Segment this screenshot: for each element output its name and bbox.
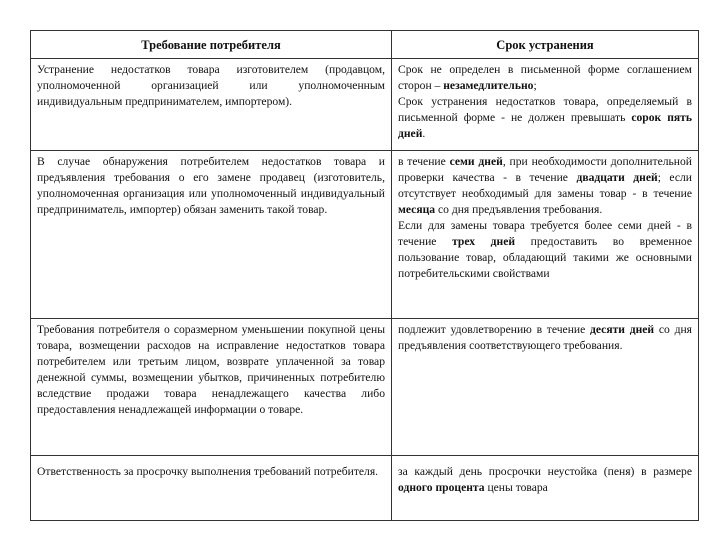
deadline-text: в течение bbox=[398, 155, 450, 168]
requirements-table-container bbox=[30, 30, 698, 521]
deadline-text: со дня предъявления соответствующего требования. bbox=[398, 323, 692, 352]
deadline-bold: месяца bbox=[398, 203, 436, 216]
header-requirement: Требование потребителя bbox=[31, 31, 392, 59]
deadline-text: Срок устранения недостатков товара, определяемый в письменной форме - не должен превышать bbox=[398, 95, 692, 124]
deadline-text: ; если отсутствует необходимый для замены товар - в течение bbox=[398, 171, 692, 200]
requirements-table bbox=[30, 30, 699, 521]
requirement-cell: Устранение недостатков товара изготовителем (продавцом, уполномоченной организацией или уполномоченным индивидуальным предпринимателем, импортером). bbox=[31, 59, 392, 151]
deadline-cell bbox=[392, 456, 699, 521]
deadline-bold: сорок пять дней bbox=[398, 111, 692, 140]
deadline-cell bbox=[392, 151, 699, 319]
deadline-cell bbox=[392, 319, 699, 456]
deadline-text: ; bbox=[533, 79, 537, 92]
deadline-text: подлежит удовлетворению в течение bbox=[398, 323, 591, 336]
requirement-cell: Ответственность за просрочку выполнения требований потребителя. bbox=[31, 456, 392, 521]
table-header-row bbox=[31, 31, 699, 59]
deadline-bold: трех дней bbox=[452, 235, 516, 248]
deadline-bold: незамедлительно bbox=[443, 79, 534, 92]
requirement-cell: В случае обнаружения потребителем недостатков товара и предъявления требования о его замене продавец (изготовитель, уполномоченная организация или уполномоченный индивидуальный предприниматель, импортер) обязан заменить такой товар. bbox=[31, 151, 392, 319]
table-row bbox=[31, 456, 699, 521]
deadline-text: со дня предъявления требования. bbox=[435, 203, 603, 216]
deadline-text: предоставить во временное пользование товар, обладающий такими же основными потребительскими свойствами bbox=[398, 235, 693, 280]
deadline-text: за каждый день просрочки неустойка (пеня) в размере bbox=[398, 465, 692, 478]
deadline-text: , при необходимости дополнительной проверки качества - в течение bbox=[398, 155, 692, 184]
table-row bbox=[31, 319, 699, 456]
deadline-bold: десяти дней bbox=[590, 323, 655, 336]
deadline-bold: двадцати дней bbox=[576, 171, 658, 184]
deadline-cell bbox=[392, 59, 699, 151]
deadline-text: Если для замены товара требуется более семи дней - в течение bbox=[398, 219, 692, 248]
deadline-bold: семи дней bbox=[449, 155, 503, 168]
header-deadline: Срок устранения bbox=[392, 31, 699, 59]
deadline-text: Срок не определен в письменной форме соглашением сторон – bbox=[398, 63, 692, 92]
table-row bbox=[31, 59, 699, 151]
deadline-text: цены товара bbox=[484, 481, 548, 494]
deadline-bold: одного процента bbox=[398, 481, 485, 494]
requirement-cell: Требования потребителя о соразмерном уменьшении покупной цены товара, возмещении расходов на исправление недостатков товара потребителем или третьим лицом, возврате уплаченной за товар денежной суммы, возмещении убытков, причиненных потребителю вследствие продажи товара ненадлежащего качества либо предоставления ненадлежащей информации о товаре. bbox=[31, 319, 392, 456]
deadline-text: . bbox=[422, 127, 426, 140]
table-row bbox=[31, 151, 699, 319]
